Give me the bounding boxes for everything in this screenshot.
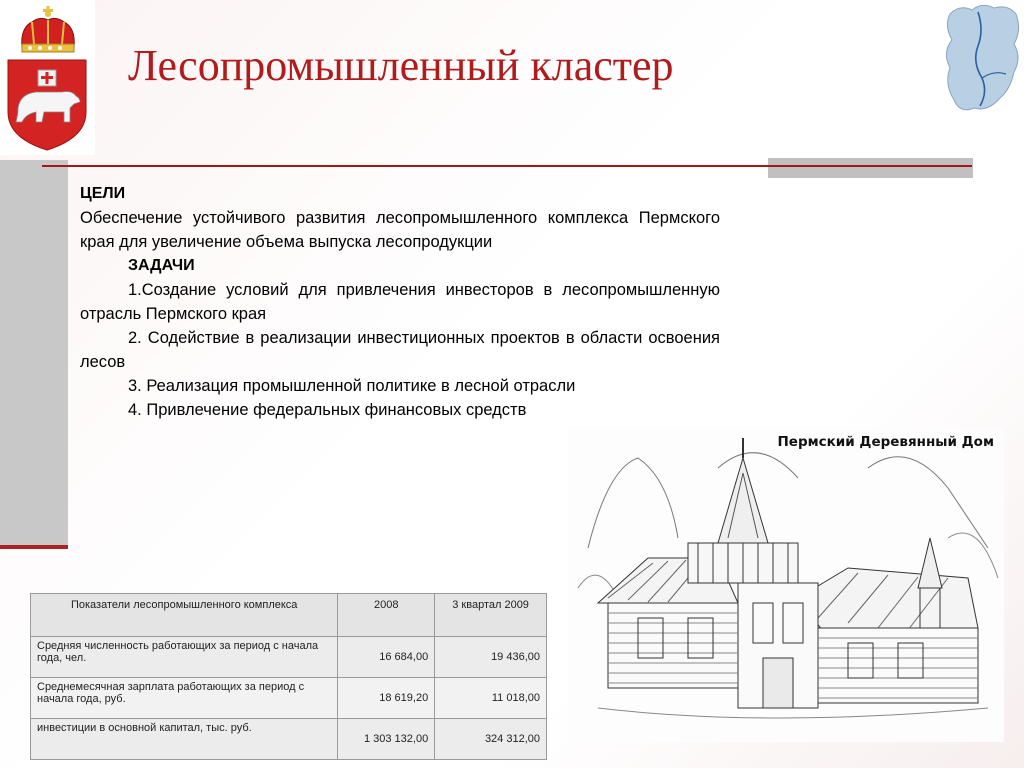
crown-icon bbox=[22, 6, 75, 52]
table-row bbox=[31, 678, 547, 719]
page-title: Лесопромышленный кластер bbox=[128, 41, 674, 90]
right-decor-bar bbox=[768, 158, 973, 178]
task-item: 1.Создание условий для привлечения инвесторов в лесопромышленную отрасль Пермского края bbox=[80, 281, 720, 323]
task-item: 3. Реализация промышленной политике в лесной отрасли bbox=[128, 377, 576, 395]
table-header-cell: Показатели лесопромышленного комплекса bbox=[31, 594, 338, 637]
table-row bbox=[31, 719, 547, 760]
left-decor-bar bbox=[0, 160, 68, 545]
region-map bbox=[938, 0, 1024, 120]
table-header-cell: 3 квартал 2009 bbox=[435, 594, 547, 637]
table-cell: 1 303 132,00 bbox=[338, 719, 435, 760]
goals-heading: ЦЕЛИ bbox=[80, 185, 126, 202]
table-cell: 11 018,00 bbox=[435, 678, 547, 719]
table-cell: 16 684,00 bbox=[338, 637, 435, 678]
house-label: Пермский Деревянный Дом bbox=[777, 434, 994, 450]
table-cell: 324 312,00 bbox=[435, 719, 547, 760]
left-decor-line bbox=[0, 545, 68, 549]
table-cell: Среднемесячная зарплата работающих за период с начала года, руб. bbox=[31, 678, 338, 719]
goals-text: Обеспечение устойчивого развития лесопромышленного комплекса Пермского края для увеличение объема выпуска лесопродукции bbox=[80, 209, 720, 251]
table-cell: инвестиции в основной капитал, тыс. руб. bbox=[31, 719, 338, 760]
table-row bbox=[31, 637, 547, 678]
table-header-row bbox=[31, 594, 547, 637]
coat-of-arms bbox=[0, 0, 95, 155]
table-cell: 19 436,00 bbox=[435, 637, 547, 678]
task-item: 2. Содействие в реализации инвестиционных проектов в области освоения лесов bbox=[80, 329, 720, 371]
tasks-heading: ЗАДАЧИ bbox=[128, 257, 195, 274]
goals-tasks-text bbox=[80, 182, 720, 422]
table-cell: 18 619,20 bbox=[338, 678, 435, 719]
table-header-cell: 2008 bbox=[338, 594, 435, 637]
task-item: 4. Привлечение федеральных финансовых средств bbox=[128, 401, 527, 419]
indicators-table bbox=[30, 593, 547, 760]
title-underline bbox=[42, 165, 972, 167]
house-image bbox=[568, 428, 1004, 742]
table-cell: Средняя численность работающих за период с начала года, чел. bbox=[31, 637, 338, 678]
